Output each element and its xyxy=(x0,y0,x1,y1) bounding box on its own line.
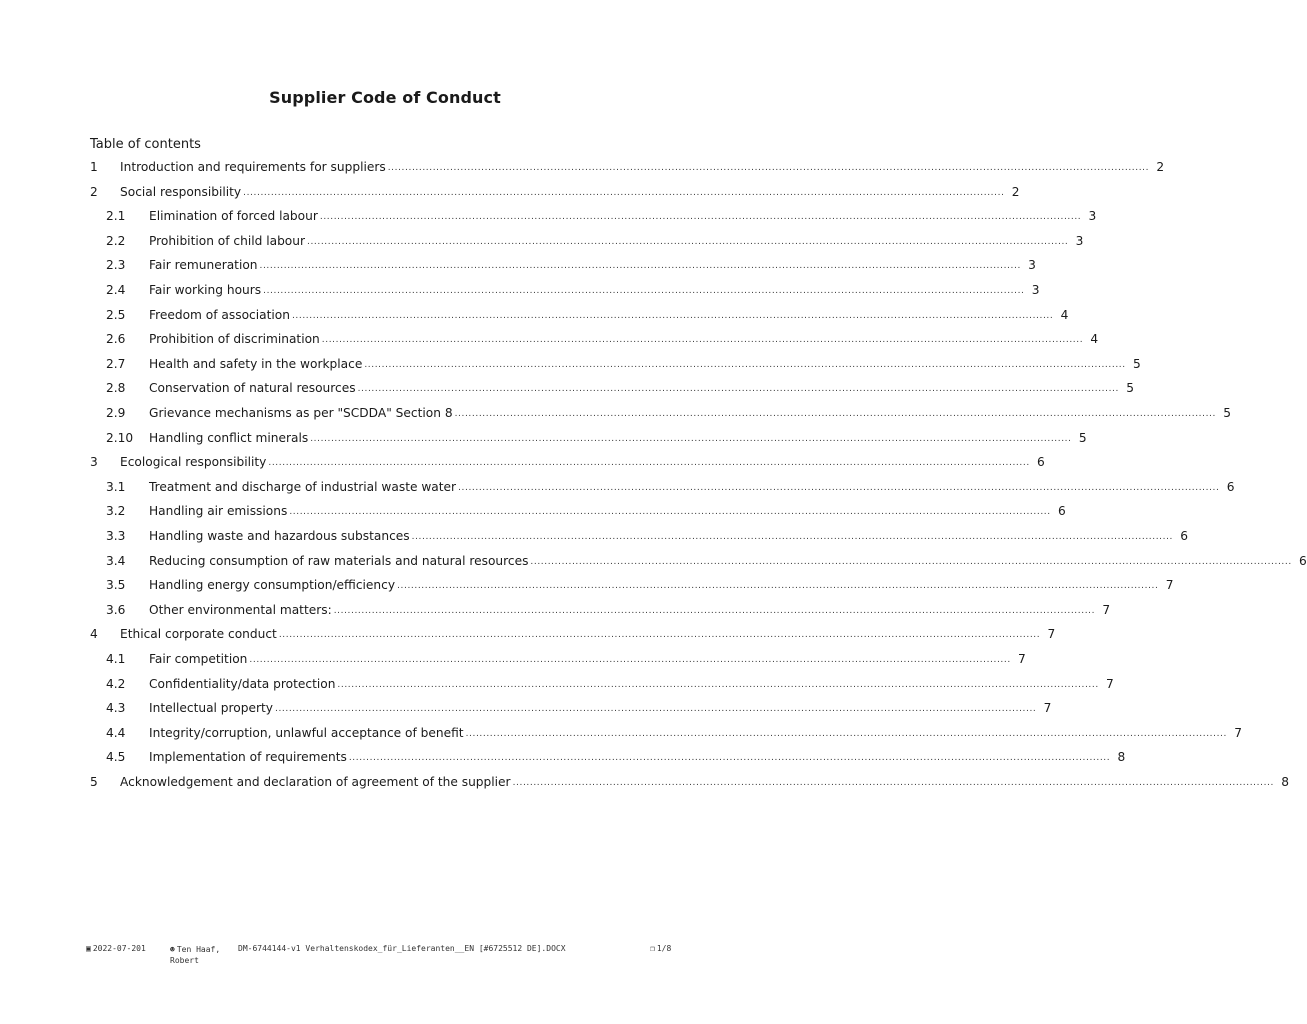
toc-entry-number: 3.1 xyxy=(106,479,126,494)
footer-page xyxy=(650,944,671,953)
toc-leader-dots: ............................................................................................................................................................................................................................ xyxy=(249,655,1011,665)
toc-entry-number: 2.1 xyxy=(106,209,126,224)
toc-entry-title: Conservation of natural resources xyxy=(149,381,356,396)
toc-entry[interactable] xyxy=(90,575,1174,593)
toc-entry[interactable] xyxy=(90,649,1026,667)
toc-entry[interactable] xyxy=(90,182,1020,200)
toc-entry-title: Integrity/corruption, unlawful acceptance of benefit xyxy=(149,725,464,740)
toc-entry-number: 1 xyxy=(90,160,98,174)
toc-entry-number: 3 xyxy=(90,455,98,470)
toc-leader-dots: ............................................................................................................................................................................................................................ xyxy=(411,532,1174,542)
footer-filename: DM-6744144-v1 Verhaltenskodex_für_Lieferanten__EN [#6725512 DE].DOCX xyxy=(238,944,566,953)
toc-leader-dots: ............................................................................................................................................................................................................................ xyxy=(458,482,1220,493)
toc-entry-number: 2.2 xyxy=(106,233,126,248)
toc-leader-dots: ............................................................................................................................................................................................................................ xyxy=(333,605,1096,616)
toc-entry-number: 4 xyxy=(90,627,98,642)
toc-entry-number: 2.9 xyxy=(106,406,126,420)
toc-leader-dots: ............................................................................................................................................................................................................................ xyxy=(387,163,1150,173)
toc-entry-number: 3.6 xyxy=(106,602,126,617)
toc-entry-number: 2.6 xyxy=(106,332,126,347)
toc-entry-page: 7 xyxy=(1043,701,1052,716)
toc-entry-number: 5 xyxy=(90,775,98,789)
toc-leader-dots: ............................................................................................................................................................................................................................ xyxy=(263,286,1025,296)
toc-entry-title: Acknowledgement and declaration of agreement of the supplier xyxy=(120,775,511,789)
toc-entry-page: 8 xyxy=(1281,775,1289,789)
toc-leader-dots: ............................................................................................................................................................................................................................ xyxy=(289,507,1051,518)
toc-entry[interactable] xyxy=(90,428,1087,446)
toc-entry-page: 5 xyxy=(1126,381,1134,396)
toc-leader-dots: ............................................................................................................................................................................................................................ xyxy=(397,581,1159,592)
toc-entry[interactable] xyxy=(90,674,1114,692)
toc-leader-dots: ............................................................................................................................................................................................................................ xyxy=(243,187,1005,198)
toc-entry[interactable] xyxy=(90,600,1111,618)
toc-entry-title: Handling energy consumption/efficiency xyxy=(149,578,396,593)
toc-entry[interactable] xyxy=(90,526,1189,544)
toc-entry-title: Social responsibility xyxy=(120,184,242,199)
toc-leader-dots: ............................................................................................................................................................................................................................ xyxy=(465,728,1227,739)
toc-entry-title: Treatment and discharge of industrial waste water xyxy=(149,479,457,494)
toc-entry-title: Ecological responsibility xyxy=(120,455,267,470)
toc-leader-dots: ............................................................................................................................................................................................................................ xyxy=(364,359,1126,370)
footer xyxy=(0,944,770,974)
toc-entry-number: 4.1 xyxy=(106,652,126,666)
toc-entry[interactable] xyxy=(90,624,1056,642)
toc-entry-title: Freedom of association xyxy=(149,307,290,322)
toc-entry-title: Handling air emissions xyxy=(149,504,288,519)
toc-leader-dots: ............................................................................................................................................................................................................................ xyxy=(454,409,1216,419)
toc-entry[interactable] xyxy=(90,378,1134,396)
toc-entry-number: 4.5 xyxy=(106,750,126,765)
toc-entry-title: Other environmental matters: xyxy=(149,602,332,617)
toc-entry-number: 3.3 xyxy=(106,529,126,543)
toc-entry-page: 5 xyxy=(1223,406,1231,420)
toc-entry-page: 4 xyxy=(1090,332,1099,347)
toc-entry-title: Handling waste and hazardous substances xyxy=(149,529,410,543)
toc-entry[interactable] xyxy=(90,551,1307,569)
toc-entry-number: 2.3 xyxy=(106,258,126,273)
toc-entry-number: 3.5 xyxy=(106,578,126,593)
footer-date-text: 2022-07-201 xyxy=(92,944,146,953)
toc-entry[interactable] xyxy=(90,354,1141,372)
toc-entry-number: 2.5 xyxy=(106,307,126,322)
toc-entry-page: 8 xyxy=(1117,750,1126,765)
toc-entry-number: 2.10 xyxy=(106,430,134,445)
toc-entry[interactable] xyxy=(90,403,1231,421)
toc-leader-dots: ............................................................................................................................................................................................................................ xyxy=(348,753,1111,764)
toc-entry-page: 6 xyxy=(1057,504,1066,519)
toc-entry-title: Elimination of forced labour xyxy=(149,209,318,224)
toc-entry-page: 7 xyxy=(1165,578,1174,593)
toc-entry-number: 2.8 xyxy=(106,381,126,396)
toc-entry-page: 7 xyxy=(1102,602,1111,617)
toc-entry[interactable] xyxy=(90,477,1235,495)
toc-entry[interactable] xyxy=(90,698,1052,716)
toc-entry-number: 4.2 xyxy=(106,676,126,691)
toc-entry-number: 3.2 xyxy=(106,504,126,519)
toc-entry[interactable] xyxy=(90,206,1097,224)
toc-entry-title: Fair competition xyxy=(149,652,248,666)
toc-leader-dots: ............................................................................................................................................................................................................................ xyxy=(530,556,1292,567)
toc-entry-page: 2 xyxy=(1011,184,1020,199)
toc-entry-page: 7 xyxy=(1234,725,1242,740)
toc-leader-dots: ............................................................................................................................................................................................................................ xyxy=(319,212,1082,223)
toc-entry-page: 6 xyxy=(1226,479,1235,494)
toc-leader-dots: ............................................................................................................................................................................................................................ xyxy=(321,335,1084,346)
toc-entry[interactable] xyxy=(90,501,1066,519)
pages-icon: ❐ xyxy=(650,944,655,953)
toc-entry-title: Prohibition of child labour xyxy=(149,233,305,248)
toc-leader-dots: ............................................................................................................................................................................................................................ xyxy=(512,778,1274,788)
toc-entry-title: Implementation of requirements xyxy=(149,750,347,765)
toc-entry[interactable] xyxy=(90,329,1099,347)
toc-entry-page: 3 xyxy=(1028,258,1036,273)
toc-leader-dots: ............................................................................................................................................................................................................................ xyxy=(259,261,1021,272)
toc-entry-number: 2.7 xyxy=(106,356,126,371)
toc-entry[interactable] xyxy=(90,305,1069,323)
footer-author-text: Ten Haaf, Robert xyxy=(170,945,221,965)
toc-entry-number: 3.4 xyxy=(106,553,126,568)
toc-entry-page: 5 xyxy=(1078,430,1087,445)
toc-entry-page: 5 xyxy=(1132,356,1141,371)
toc-entry-page: 4 xyxy=(1060,307,1069,322)
toc-entry-page: 7 xyxy=(1106,676,1114,691)
toc-entry-number: 4.4 xyxy=(106,725,126,740)
toc-leader-dots: ............................................................................................................................................................................................................................ xyxy=(268,458,1030,469)
person-icon: ☻ xyxy=(170,945,175,954)
toc-entry-title: Introduction and requirements for suppliers xyxy=(120,160,386,174)
toc-entry-number: 4.3 xyxy=(106,701,126,716)
toc-entry-title: Reducing consumption of raw materials and natural resources xyxy=(149,553,529,568)
page-title: Supplier Code of Conduct xyxy=(269,88,501,107)
toc-entry-page: 3 xyxy=(1088,209,1097,224)
toc-leader-dots: ............................................................................................................................................................................................................................ xyxy=(357,384,1119,395)
toc-entry-page: 3 xyxy=(1075,233,1084,248)
toc-entry[interactable] xyxy=(90,255,1036,273)
footer-author xyxy=(170,944,230,966)
toc-leader-dots: ............................................................................................................................................................................................................................ xyxy=(278,630,1041,641)
toc-entry-title: Confidentiality/data protection xyxy=(149,676,336,691)
toc-entry[interactable] xyxy=(90,747,1126,765)
toc-entry[interactable] xyxy=(90,452,1045,470)
calendar-icon: ▣ xyxy=(86,944,91,953)
toc-leader-dots: ............................................................................................................................................................................................................................ xyxy=(274,704,1037,715)
toc-entry-page: 6 xyxy=(1180,529,1189,543)
toc-entry-page: 6 xyxy=(1037,455,1045,470)
toc-entry-title: Grievance mechanisms as per "SCDDA" Section 8 xyxy=(149,406,453,420)
toc-entry[interactable] xyxy=(90,723,1242,741)
toc-entry-page: 3 xyxy=(1031,283,1040,297)
toc-entry-title: Fair remuneration xyxy=(149,258,258,273)
toc-entry-page: 6 xyxy=(1299,553,1307,568)
toc-entry[interactable] xyxy=(90,157,1165,175)
toc-entry[interactable] xyxy=(90,231,1084,249)
toc-entry-title: Ethical corporate conduct xyxy=(120,627,277,642)
toc-entry-page: 7 xyxy=(1018,652,1026,666)
toc-entry-title: Intellectual property xyxy=(149,701,273,716)
toc-heading: Table of contents xyxy=(90,137,201,152)
footer-date xyxy=(86,944,146,953)
toc-entry-page: 2 xyxy=(1156,160,1165,174)
toc-leader-dots: ............................................................................................................................................................................................................................ xyxy=(310,433,1072,444)
toc-entry-title: Prohibition of discrimination xyxy=(149,332,320,347)
toc-entry[interactable] xyxy=(90,280,1040,298)
toc-entry-page: 7 xyxy=(1047,627,1056,642)
toc-leader-dots: ............................................................................................................................................................................................................................ xyxy=(307,236,1069,247)
toc-entry-title: Handling conflict minerals xyxy=(149,430,309,445)
toc-entry-number: 2.4 xyxy=(106,283,126,297)
toc-leader-dots: ............................................................................................................................................................................................................................ xyxy=(337,679,1099,690)
toc-entry-title: Health and safety in the workplace xyxy=(149,356,363,371)
footer-page-text: 1/8 xyxy=(656,944,672,953)
toc-entry-title: Fair working hours xyxy=(149,283,262,297)
toc-leader-dots: ............................................................................................................................................................................................................................ xyxy=(291,310,1054,321)
toc-entry[interactable] xyxy=(90,772,1289,790)
toc-entry-number: 2 xyxy=(90,184,98,199)
